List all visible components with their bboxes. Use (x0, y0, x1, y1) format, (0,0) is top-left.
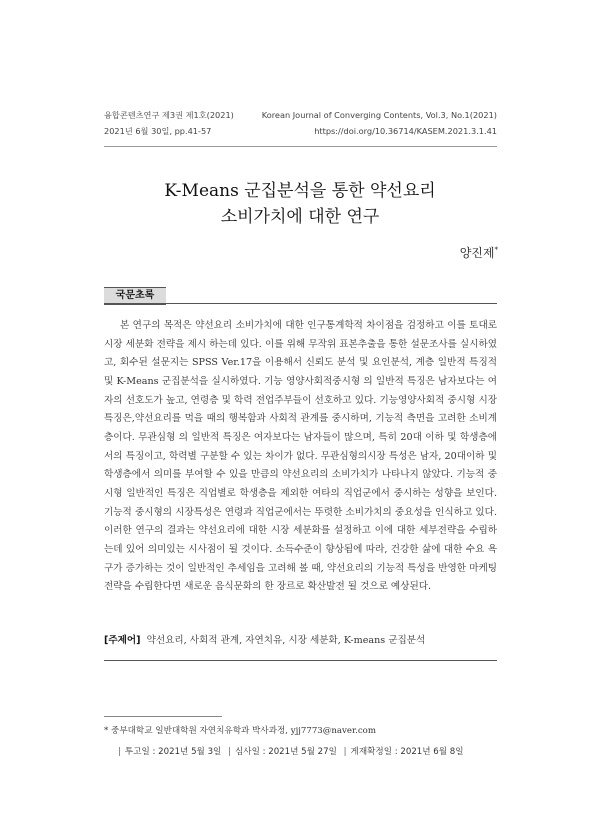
journal-name-en: Korean Journal of Converging Contents, Vol.3, No.1(2021) (261, 110, 497, 120)
keywords-bottom-rule (104, 660, 497, 661)
submission-dates (114, 745, 464, 757)
publication-date-pages: 2021년 6월 30일, pp.41-57 (104, 126, 212, 136)
journal-name-kr: 융합콘텐츠연구 제3권 제1호(2021) (104, 110, 234, 120)
abstract-heading: 국문초록 (104, 287, 166, 305)
author-footnote (104, 724, 376, 736)
abstract-top-rule (104, 303, 497, 304)
abstract-body (104, 317, 497, 597)
reviewed-date: 심사일 : 2021년 5월 27일 (234, 747, 337, 757)
header-divider (104, 146, 497, 147)
date-separator: | (118, 747, 121, 757)
keywords-text: 약선요리, 사회적 관계, 자연치유, 시장 세분화, K-means 군집분석 (146, 635, 426, 646)
footnote-text: 중부대학교 일반대학원 자연치유학과 박사과정, yjj7773@naver.com (111, 726, 376, 736)
doi-link[interactable]: https://doi.org/10.36714/KASEM.2021.3.1.41 (314, 126, 497, 136)
paper-title-line-1: K-Means 군집분석을 통한 약선요리 (164, 181, 436, 201)
received-date: 투고일 : 2021년 5월 3일 (124, 747, 222, 757)
abstract-text: 본 연구의 목적은 약선요리 소비가치에 대한 인구통계학적 차이점을 검정하고 이를 토대로 시장 세분화 전략을 제시 하는데 있다. 이를 위해 무작위 표본추출을 통한 설문조사를 실시하였고, 회수된 설문지는 SPSS Ver.17을 이용해서 신뢰도 분석 및 요인분석, 계층 일반적 특징적 및 K-Means 군집분석을 실시하였다. 기능 영양사회적중시형 의 일반적 특징은 남자보다는 여자의 선호도가 높고, 연령층 및 학력 전업주부들이 선호하고 있다. 기능영양사회적 중시형 시장 특징은,약선요리를 먹을 때의 행복함과 사회적 관계를 중시하며, 기능적 측면을 고려한 소비계층이다. 무관심형 의 일반적 특징은 여자보다는 남자들이 많으며, 특히 20대 이하 및 학생층에서의 특징이고, 학력별 구분할 수 있는 차이가 없다. 무관심형의시장 특성은 남자, 20대이하 및 학생층에서 의미를 부여할 수 있을 만큼의 약선요리의 소비가치가 나타나지 않았다. 기능적 중시형 일반적인 특징은 직업별로 학생층을 제외한 여타의 직업군에서 중시하는 성향을 보인다. 기능적 중시형의 시장특성은 연령과 직업군에서는 뚜렷한 소비가치의 중요성을 인식하고 있다. 이러한 연구의 결과는 약선요리에 대한 시장 세분화를 설정하고 이에 대한 세부전략을 수립하는데 있어 의미있는 시사점이 될 것이다. 소득수준이 향상됨에 따라, 건강한 삶에 대한 수요 욕구가 증가하는 것이 일반적인 추세임을 고려해 볼 때, 약선요리의 기능적 특성을 반영한 마케팅 전략을 수립한다면 새로운 음식문화의 한 장르로 확산발전 될 것으로 예상된다. (104, 320, 497, 593)
author-footnote-mark: * (494, 246, 498, 254)
author (460, 244, 498, 261)
paper-title-line-2: 소비가치에 대한 연구 (220, 207, 380, 227)
accepted-date: 게재확정일 : 2021년 6월 8일 (350, 747, 464, 757)
keywords (104, 632, 497, 646)
footnote-mark: * (104, 726, 109, 736)
date-separator: | (343, 747, 347, 757)
date-separator: | (228, 747, 231, 757)
footnote-divider (104, 716, 222, 717)
author-name: 양진제 (459, 246, 495, 260)
keywords-label: [주제어] (104, 635, 141, 646)
